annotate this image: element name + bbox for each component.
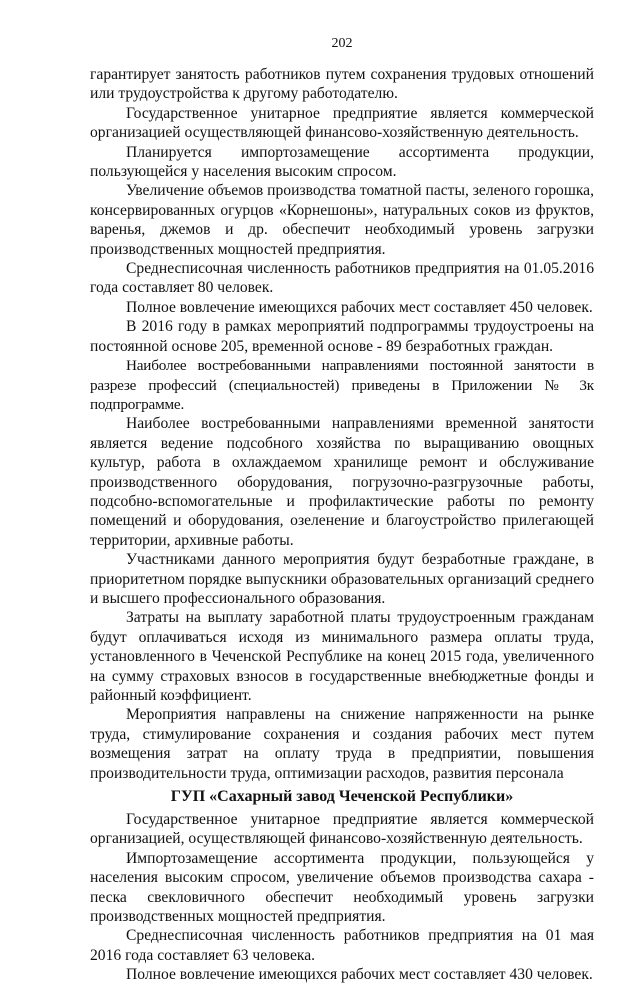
paragraph: Затраты на выплату заработной платы трудоустроенным гражданам будут оплачиваться исходя из минимального размера оплаты труда, установленного в Чеченской Республике на конец 2015 года, увеличенного на сумму страховых взносов в государственные внебюджетные фонды и районный коэффициент. <box>90 609 594 704</box>
paragraph: Импортозамещение ассортимента продукции, пользующейся у населения высоким спросом, увеличение объемов производства сахара - песка свекловичного обеспечит необходимый уровень загрузки производственных мощностей предприятия. <box>90 849 594 926</box>
paragraph: Среднесписочная численность работников предприятия на 01 мая 2016 года составляет 63 человека. <box>90 927 594 964</box>
body-bottom <box>90 810 594 985</box>
paragraph: Планируется импортозамещение ассортимента продукции, пользующейся у населения высоким спросом. <box>90 143 594 181</box>
section-title: ГУП «Сахарный завод Чеченской Республики» <box>170 788 514 806</box>
body-top <box>90 65 594 783</box>
paragraph: Увеличение объемов производства томатной пасты, зеленого горошка, консервированных огурцов «Корнешоны», натуральных соков из фруктов, варенья, джемов и др. обеспечит необходимый уровень загрузки производственных мощностей предприятия. <box>90 182 594 258</box>
paragraph: Полное вовлечение имеющихся рабочих мест составляет 450 человек. <box>126 298 593 316</box>
paragraph: Государственное унитарное предприятие является коммерческой организацией, осуществляющей финансово-хозяйственную деятельность. <box>90 811 594 848</box>
paragraph: Участниками данного мероприятия будут безработные граждане, в приоритетном порядке выпускники образовательных организаций среднего и высшего профессионального образования. <box>90 551 594 607</box>
paragraph: Мероприятия направлены на снижение напряженности на рынке труда, стимулирование сохранения и создания рабочих мест путем возмещения затрат на оплату труда в предприятии, повышения производительности труда, оптимизации расходов, развития персонала <box>90 706 594 782</box>
paragraph: гарантирует занятость работников путем сохранения трудовых отношений или трудоустройства к другому работодателю. <box>90 66 594 103</box>
paragraph: Наиболее востребованными направлениями временной занятости является ведение подсобного хозяйства по выращиванию овощных культур, работа в охлаждаемом хранилище ремонт и обслуживание производственного оборудования, погрузочно-разгрузочные работы, подсобно-вспомогательные и профилактические работы по ремонту помещений и оборудования, озеленение и благоустройство прилегающей территории, архивные работы. <box>90 415 594 549</box>
paragraph: Полное вовлечение имеющихся рабочих мест составляет 430 человек. <box>126 966 593 984</box>
page-number: 202 <box>331 36 353 51</box>
paragraph: В 2016 году в рамках мероприятий подпрограммы трудоустроены на постоянной основе 205, временной основе - 89 безработных граждан. <box>90 318 594 355</box>
paragraph: Среднесписочная численность работников предприятия на 01.05.2016 года составляет 80 человек. <box>90 260 594 297</box>
paragraph: Государственное унитарное предприятие является коммерческой организацией осуществляющей финансово-хозяйственную деятельность. <box>90 104 594 142</box>
paragraph: Наиболее востребованными направлениями постоянной занятости в разрезе профессий (специальностей) приведены в Приложении № 3к подпрограмме. <box>90 357 594 413</box>
